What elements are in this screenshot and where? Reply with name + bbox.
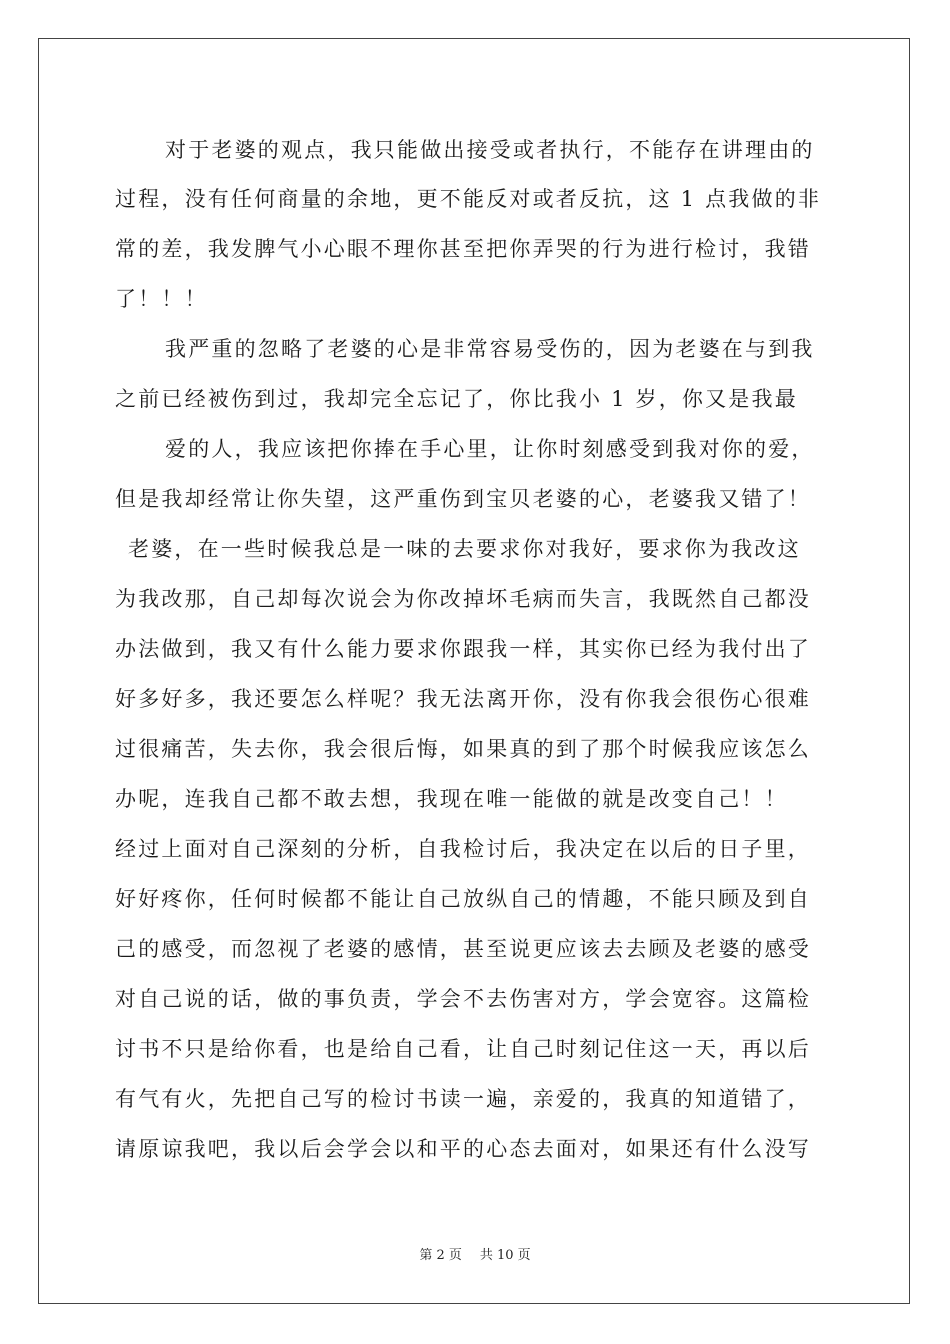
text-line: 为我改那，自己却每次说会为你改掉坏毛病而失言，我既然自己都没 [115, 587, 811, 611]
text-line: 了！！！ [115, 287, 208, 311]
text-line: 我严重的忽略了老婆的心是非常容易受伤的，因为老婆在与到我 [165, 337, 815, 361]
text-line: 过很痛苦，失去你，我会很后悔，如果真的到了那个时候我应该怎么 [115, 737, 811, 761]
page-number: 第 2 页 [419, 1248, 462, 1263]
text-line: 好好疼你，任何时候都不能让自己放纵自己的情趣，不能只顾及到自 [115, 887, 811, 911]
page-total: 共 10 页 [479, 1248, 531, 1263]
text-line: 爱的人，我应该把你捧在手心里，让你时刻感受到我对你的爱， [165, 437, 815, 461]
text-line: 对于老婆的观点，我只能做出接受或者执行，不能存在讲理由的 [165, 138, 815, 162]
text-line: 常的差，我发脾气小心眼不理你甚至把你弄哭的行为进行检讨，我错 [115, 237, 811, 261]
text-line: 己的感受，而忽视了老婆的感情，甚至说更应该去去顾及老婆的感受 [115, 937, 811, 961]
text-line: 过程，没有任何商量的余地，更不能反对或者反抗，这 1 点我做的非 [115, 187, 822, 211]
text-line: 老婆，在一些时候我总是一味的去要求你对我好，要求你为我改这 [128, 537, 801, 561]
text-line: 请原谅我吧，我以后会学会以和平的心态去面对，如果还有什么没写 [115, 1137, 811, 1161]
text-line: 好多好多，我还要怎么样呢？我无法离开你，没有你我会很伤心很难 [115, 687, 811, 711]
page-border [38, 38, 910, 1304]
text-line: 经过上面对自己深刻的分析，自我检讨后，我决定在以后的日子里， [115, 837, 811, 861]
text-line: 对自己说的话，做的事负责，学会不去伤害对方，学会宽容。这篇检 [115, 987, 811, 1011]
text-line: 办法做到，我又有什么能力要求你跟我一样，其实你已经为我付出了 [115, 637, 811, 661]
text-line: 但是我却经常让你失望，这严重伤到宝贝老婆的心，老婆我又错了！ [115, 487, 811, 511]
text-line: 有气有火，先把自己写的检讨书读一遍，亲爱的，我真的知道错了， [115, 1087, 811, 1111]
text-line: 之前已经被伤到过，我却完全忘记了，你比我小 1 岁，你又是我最 [115, 387, 798, 411]
page-footer [0, 1247, 950, 1265]
text-line: 讨书不只是给你看，也是给自己看，让自己时刻记住这一天，再以后 [115, 1037, 811, 1061]
text-line: 办呢，连我自己都不敢去想，我现在唯一能做的就是改变自己！！ [115, 787, 788, 811]
